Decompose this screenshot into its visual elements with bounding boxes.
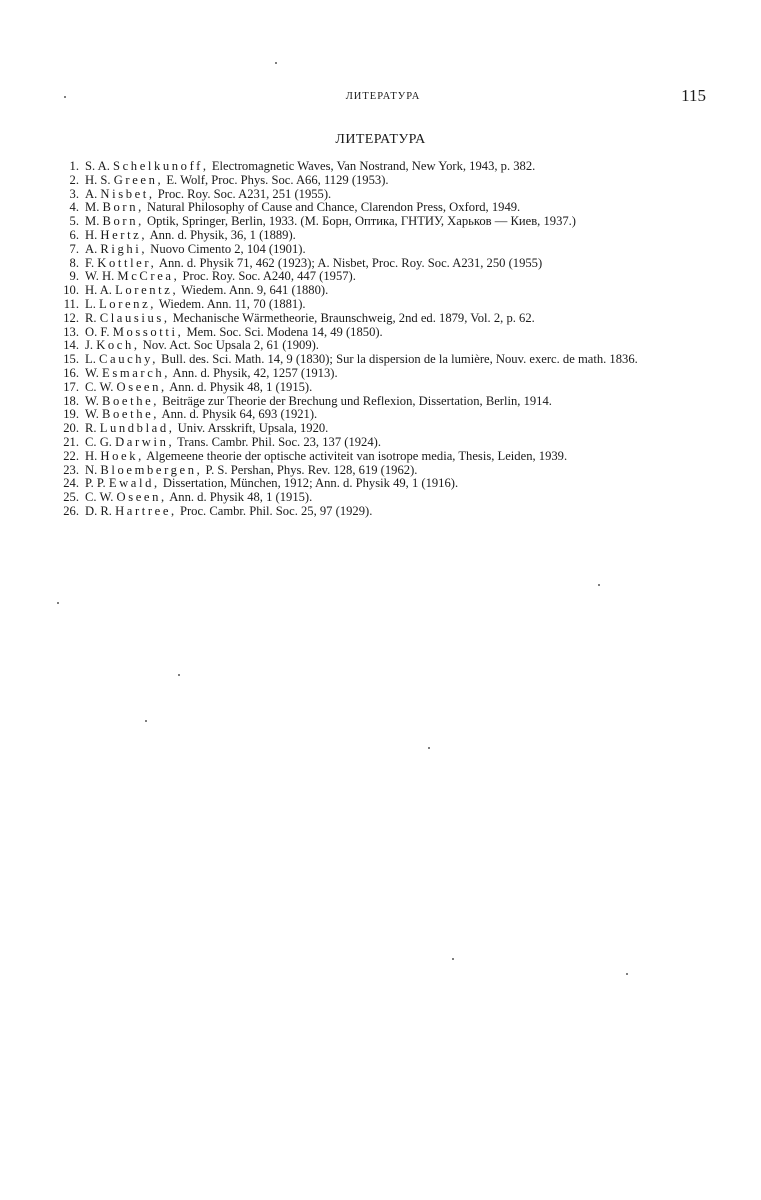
reference-details: Algemeene theorie der optische activiteit van isotrope media, Thesis, Leiden, 1939. bbox=[143, 448, 568, 463]
reference-details: Ann. d. Physik 71, 462 (1923); A. Nisbet, Proc. Roy. Soc. A231, 250 (1955) bbox=[156, 255, 543, 270]
reference-item bbox=[60, 395, 708, 409]
reference-initials: R. bbox=[85, 310, 100, 325]
reference-number: 6. bbox=[69, 227, 79, 242]
section-title: ЛИТЕРАТУРА bbox=[335, 132, 426, 147]
reference-number: 3. bbox=[69, 186, 79, 201]
reference-item bbox=[60, 408, 708, 422]
reference-item bbox=[60, 284, 708, 298]
reference-item bbox=[60, 339, 708, 353]
reference-author: Nisbet, bbox=[100, 186, 155, 201]
reference-number: 20. bbox=[63, 421, 79, 436]
reference-details: Univ. Arsskrift, Upsala, 1920. bbox=[174, 421, 329, 436]
reference-details: Proc. Cambr. Phil. Soc. 25, 97 (1929). bbox=[176, 503, 373, 518]
scan-speck bbox=[57, 602, 59, 604]
reference-details: Optik, Springer, Berlin, 1933. (М. Борн, Оптика, ГНТИУ, Харьков — Киев, 1937.) bbox=[143, 214, 577, 229]
reference-number: 14. bbox=[63, 338, 79, 353]
reference-initials: M. bbox=[85, 200, 103, 215]
reference-item bbox=[60, 477, 708, 491]
reference-details: Trans. Cambr. Phil. Soc. 23, 137 (1924). bbox=[174, 434, 381, 449]
reference-author: Boethe, bbox=[102, 393, 160, 408]
reference-details: P. S. Pershan, Phys. Rev. 128, 619 (1962). bbox=[202, 462, 418, 477]
reference-author: Kottler, bbox=[97, 255, 157, 270]
reference-author: Clausius, bbox=[99, 310, 170, 325]
reference-details: Bull. des. Sci. Math. 14, 9 (1830); Sur la dispersion de la lumière, Nouv. exerc. de math. 1836. bbox=[158, 352, 638, 367]
reference-number: 19. bbox=[63, 407, 79, 422]
reference-item bbox=[60, 215, 708, 229]
reference-author: Mossotti, bbox=[112, 324, 184, 339]
reference-number: 10. bbox=[63, 283, 79, 298]
reference-initials: L. bbox=[85, 296, 99, 311]
reference-number: 24. bbox=[63, 476, 79, 491]
reference-item bbox=[60, 381, 708, 395]
reference-author: Hoek, bbox=[100, 448, 144, 463]
reference-details: Nov. Act. Soc Upsala 2, 61 (1909). bbox=[139, 338, 319, 353]
scan-speck bbox=[452, 958, 454, 960]
reference-number: 25. bbox=[63, 490, 79, 505]
reference-initials: W. bbox=[85, 407, 103, 422]
reference-details: Proc. Roy. Soc. A240, 447 (1957). bbox=[179, 269, 356, 284]
reference-author: Schelkunoff, bbox=[113, 159, 209, 173]
scan-speck bbox=[64, 96, 66, 98]
reference-item bbox=[60, 367, 708, 381]
scan-speck bbox=[275, 62, 277, 64]
reference-details: Wiedem. Ann. 11, 70 (1881). bbox=[156, 296, 306, 311]
reference-author: Oseen, bbox=[116, 379, 167, 394]
reference-initials: H. A. bbox=[85, 283, 116, 298]
reference-initials: M. bbox=[85, 214, 103, 229]
reference-initials: H. bbox=[85, 227, 101, 242]
page-header bbox=[60, 86, 706, 110]
reference-item bbox=[60, 312, 708, 326]
reference-author: Righi, bbox=[100, 241, 148, 256]
reference-number: 16. bbox=[63, 365, 79, 380]
reference-item bbox=[60, 174, 708, 188]
reference-author: Esmarch, bbox=[102, 365, 171, 380]
reference-details: Mechanische Wärmetheorie, Braunschweig, 2nd ed. 1879, Vol. 2, p. 62. bbox=[169, 310, 535, 325]
reference-author: Boethe, bbox=[102, 407, 160, 422]
reference-number: 7. bbox=[69, 241, 79, 256]
reference-details: Beiträge zur Theorie der Brechung und Reflexion, Dissertation, Berlin, 1914. bbox=[159, 393, 552, 408]
reference-details: Proc. Roy. Soc. A231, 251 (1955). bbox=[154, 186, 332, 201]
reference-number: 21. bbox=[63, 434, 79, 449]
reference-item bbox=[60, 491, 708, 505]
reference-details: Electromagnetic Waves, Van Nostrand, New York, 1943, p. 382. bbox=[208, 159, 536, 173]
reference-author: Hertz, bbox=[100, 227, 148, 242]
reference-number: 12. bbox=[63, 310, 79, 325]
reference-initials: W. bbox=[85, 393, 103, 408]
reference-initials: R. bbox=[85, 421, 100, 436]
reference-item bbox=[60, 464, 708, 478]
reference-author: McCrea, bbox=[117, 269, 180, 284]
reference-item bbox=[60, 201, 708, 215]
reference-initials: F. bbox=[85, 255, 98, 270]
reference-initials: W. H. bbox=[85, 269, 118, 284]
reference-item bbox=[60, 243, 708, 257]
reference-initials: A. bbox=[85, 186, 101, 201]
reference-details: E. Wolf, Proc. Phys. Soc. A66, 1129 (1953). bbox=[163, 172, 389, 187]
reference-author: Koch, bbox=[96, 338, 140, 353]
running-title: ЛИТЕРАТУРА bbox=[345, 91, 421, 102]
reference-author: Lorentz, bbox=[115, 283, 179, 298]
reference-details: Ann. d. Physik 64, 693 (1921). bbox=[159, 407, 318, 422]
scan-speck bbox=[145, 720, 147, 722]
reference-details: Ann. d. Physik 48, 1 (1915). bbox=[166, 379, 313, 394]
scan-speck bbox=[626, 973, 628, 975]
reference-item bbox=[60, 436, 708, 450]
reference-author: Cauchy, bbox=[99, 352, 159, 367]
reference-author: Green, bbox=[113, 172, 164, 187]
reference-details: Ann. d. Physik, 42, 1257 (1913). bbox=[170, 365, 338, 380]
reference-item bbox=[60, 257, 708, 271]
reference-number: 8. bbox=[69, 255, 79, 270]
reference-initials: C. W. bbox=[85, 490, 117, 505]
reference-details: Dissertation, München, 1912; Ann. d. Physik 49, 1 (1916). bbox=[159, 476, 459, 491]
reference-initials: H. bbox=[85, 448, 101, 463]
reference-author: Ewald, bbox=[108, 476, 160, 491]
reference-number: 18. bbox=[63, 393, 79, 408]
reference-number: 17. bbox=[63, 379, 79, 394]
reference-number: 23. bbox=[63, 462, 79, 477]
reference-author: Lundblad, bbox=[99, 421, 175, 436]
reference-item bbox=[60, 326, 708, 340]
reference-initials: A. bbox=[85, 241, 101, 256]
reference-author: Born, bbox=[102, 214, 144, 229]
reference-initials: O. F. bbox=[85, 324, 113, 339]
reference-initials: P. P. bbox=[85, 476, 109, 491]
reference-item bbox=[60, 353, 708, 367]
reference-author: Hartree, bbox=[115, 503, 177, 518]
reference-item bbox=[60, 188, 708, 202]
reference-initials: H. S. bbox=[85, 172, 114, 187]
reference-details: Mem. Soc. Sci. Modena 14, 49 (1850). bbox=[183, 324, 383, 339]
reference-item bbox=[60, 422, 708, 436]
reference-item bbox=[60, 450, 708, 464]
reference-number: 2. bbox=[69, 172, 79, 187]
reference-item bbox=[60, 160, 708, 174]
reference-author: Lorenz, bbox=[99, 296, 157, 311]
reference-author: Darwin, bbox=[115, 434, 175, 449]
reference-number: 5. bbox=[69, 214, 79, 229]
reference-initials: S. A. bbox=[85, 159, 113, 173]
reference-number: 22. bbox=[63, 448, 79, 463]
reference-details: Natural Philosophy of Cause and Chance, Clarendon Press, Oxford, 1949. bbox=[143, 200, 521, 215]
reference-number: 13. bbox=[63, 324, 79, 339]
reference-number: 9. bbox=[69, 269, 79, 284]
reference-initials: D. R. bbox=[85, 503, 116, 518]
reference-details: Nuovo Cimento 2, 104 (1901). bbox=[147, 241, 306, 256]
reference-details: Wiedem. Ann. 9, 641 (1880). bbox=[178, 283, 329, 298]
reference-item bbox=[60, 270, 708, 284]
reference-author: Oseen, bbox=[116, 490, 167, 505]
scan-speck bbox=[598, 584, 600, 586]
reference-author: Bloembergen, bbox=[100, 462, 203, 477]
reference-initials: L. bbox=[85, 352, 99, 367]
scan-speck bbox=[428, 747, 430, 749]
reference-details: Ann. d. Physik, 36, 1 (1889). bbox=[147, 227, 296, 242]
reference-item bbox=[60, 298, 708, 312]
reference-initials: C. W. bbox=[85, 379, 117, 394]
reference-author: Born, bbox=[102, 200, 144, 215]
reference-item bbox=[60, 505, 708, 519]
reference-number: 4. bbox=[69, 200, 79, 215]
reference-number: 11. bbox=[63, 296, 79, 311]
page-number: 115 bbox=[681, 86, 706, 105]
reference-number: 15. bbox=[63, 352, 79, 367]
reference-item bbox=[60, 229, 708, 243]
reference-initials: W. bbox=[85, 365, 103, 380]
scan-speck bbox=[178, 674, 180, 676]
reference-initials: J. bbox=[85, 338, 97, 353]
reference-number: 26. bbox=[63, 503, 79, 518]
reference-initials: C. G. bbox=[85, 434, 116, 449]
reference-number: 1. bbox=[69, 159, 79, 173]
reference-initials: N. bbox=[85, 462, 101, 477]
reference-details: Ann. d. Physik 48, 1 (1915). bbox=[166, 490, 313, 505]
reference-list bbox=[60, 160, 708, 519]
